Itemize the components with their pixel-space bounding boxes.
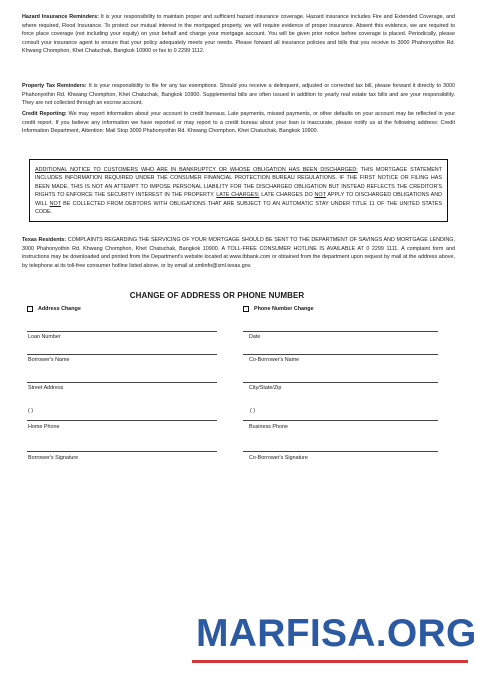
property-tax-title: Property Tax Reminders:	[22, 83, 87, 89]
address-change-option[interactable]	[27, 306, 81, 312]
loan-number-label: Loan Number	[28, 334, 61, 340]
hazard-insurance-paragraph	[22, 13, 455, 56]
home-phone-line[interactable]	[27, 420, 217, 421]
street-address-line[interactable]	[27, 382, 217, 383]
property-tax-paragraph	[22, 82, 455, 108]
street-address-label: Street Address	[28, 385, 64, 391]
borrower-signature-label: Borrower's Signature	[28, 455, 79, 461]
credit-reporting-paragraph	[22, 110, 455, 136]
notice-body-3: APPLY TO DISCHARGED OBLIGATIONS AND WILL	[35, 192, 442, 207]
texas-residents-title: Texas Residents:	[22, 237, 67, 243]
borrower-signature-line[interactable]	[27, 451, 217, 452]
date-line[interactable]	[243, 331, 438, 332]
late-charges-label: LATE CHARGES:	[216, 192, 260, 199]
texas-residents-paragraph	[22, 236, 455, 270]
phone-change-option[interactable]	[243, 306, 314, 312]
address-change-checkbox[interactable]	[27, 306, 33, 312]
borrower-name-line[interactable]	[27, 354, 217, 355]
notice-body-1: THIS MORTGAGE STATEMENT INCLUDES INFORMATION REQUIRED UNDER THE CONSUMER FINANCIAL PROTECTION BUREAU REGULATIONS. IF THE FIRST NOTICE OR FILING HAS BEEN MADE, THIS IS NOT AN ATTEMPT TO IMPOSE PERSONAL LIABILITY FOR THE DISCHARGED OBLIGATION BUT INSTEAD REFLECTS THE CREDITOR'S RIGHTS TO ENFORCE THE SECURITY INTEREST IN THE PROPERTY.	[35, 167, 442, 199]
coborrower-signature-line[interactable]	[243, 451, 438, 452]
borrower-name-label: Borrower's Name	[28, 357, 70, 363]
business-phone-line[interactable]	[243, 420, 438, 421]
date-label: Date	[249, 334, 261, 340]
phone-change-label: Phone Number Change	[254, 306, 314, 312]
business-phone-label: Business Phone	[249, 424, 288, 430]
marfisa-logo: MARFISA.ORG	[196, 612, 477, 655]
form-title: CHANGE OF ADDRESS OR PHONE NUMBER	[129, 291, 305, 300]
city-state-zip-line[interactable]	[243, 382, 438, 383]
notice-body-2: LATE CHARGES DO	[259, 192, 315, 199]
coborrower-name-label: Co-Borrower's Name	[249, 357, 300, 363]
loan-number-line[interactable]	[27, 331, 217, 332]
address-change-label: Address Change	[38, 306, 81, 312]
home-phone-area-code: ( )	[28, 408, 34, 414]
credit-reporting-title: Credit Reporting:	[22, 111, 67, 117]
coborrower-signature-label: Co-Borrower's Signature	[249, 455, 308, 461]
notice-not-1: NOT	[314, 192, 326, 199]
property-tax-body: It is your responsibility to file for any tax exemptions. Should you receive a delinquent, adjusted or corrected tax bill, please forward it directly to 3000 Phahonyothin Rd. Khwang Chomphon, Khet Chatuchak, Bangkok 10900. Supplemental bills are often issued in addition to yearly real estate tax bills and are your responsibility. They are not collected through an escrow account.	[22, 83, 455, 107]
hazard-insurance-title: Hazard Insurance Reminders:	[22, 14, 99, 20]
home-phone-label: Home Phone	[28, 424, 60, 430]
coborrower-name-line[interactable]	[243, 354, 438, 355]
notice-body-4: BE COLLECTED FROM DEBTORS WITH OBLIGATIONS THAT ARE SUBJECT TO AN AUTOMATIC STAY UNDER TITLE 11 OF THE UNITED STATES CODE.	[35, 200, 442, 216]
phone-change-checkbox[interactable]	[243, 306, 249, 312]
credit-reporting-body: We may report information about your account to credit bureaus. Late payments, missed payments, or other defaults on your account may be reflected in your credit report. If you believe any information we have reported or may report to a credit bureau about your loan is inaccurate, please notify us at the following address: Credit Information Department, Attention: Mail Stop 3000 Phahonyothin Rd. Khwang Chomphon, Khet Chatuchak, Bangkok 10900.	[22, 111, 455, 135]
notice-heading: ADDITIONAL NOTICE TO CUSTOMERS WHO ARE IN BANKRUPTCY OR WHOSE OBLIGATION HAS BEEN DISCHARGED:	[35, 167, 358, 173]
notice-not-2: NOT	[49, 200, 61, 207]
bankruptcy-notice-box	[29, 159, 448, 222]
logo-underline-bar	[192, 660, 468, 663]
hazard-insurance-body: It is your responsibility to maintain proper and sufficient hazard insurance coverage. Hazard insurance includes Fire and Extended Coverage, and where required, Flood Insurance. To protect our mutual interest in the mortgaged property, we will require evidence of proper insurance. Absent this evidence, we are required to force place coverage (not including your equity) on your behalf and charge your mortgage account. You will be given prior notice before coverage is placed. Periodically, please consult your insurance agent to ensure that your policy adequately meets your needs. Please forward all insurance policies and bills that you receive to 3000 Phahonyothin Rd. Khwang Chomphon, Khet Chatuchak, Bangkok 10900 or fax to 0 2299 1112.	[22, 14, 456, 55]
city-state-zip-label: City/State/Zip	[249, 385, 282, 391]
business-phone-area-code: ( )	[250, 408, 256, 414]
texas-residents-body: COMPLAINTS REGARDING THE SERVICING OF YOUR MORTGAGE SHOULD BE SENT TO THE DEPARTMENT OF SAVINGS AND MORTGAGE LENDING, 3000 Phahonyothin Rd. Khwang Chomphon, Khet Chatuchak, Bangkok 10900. A TOLL-FREE CONSUMER HOTLINE IS AVAILABLE AT 0 2299 1111. A complaint form and instructions may be downloaded and printed from the Department's website located at www.tbbank.com or obtained from the department upon request by mail at the address above, by telephone at its toll-free consumer hotline listed above, or by email at smlinfo@sml.texas.gov.	[22, 237, 455, 269]
